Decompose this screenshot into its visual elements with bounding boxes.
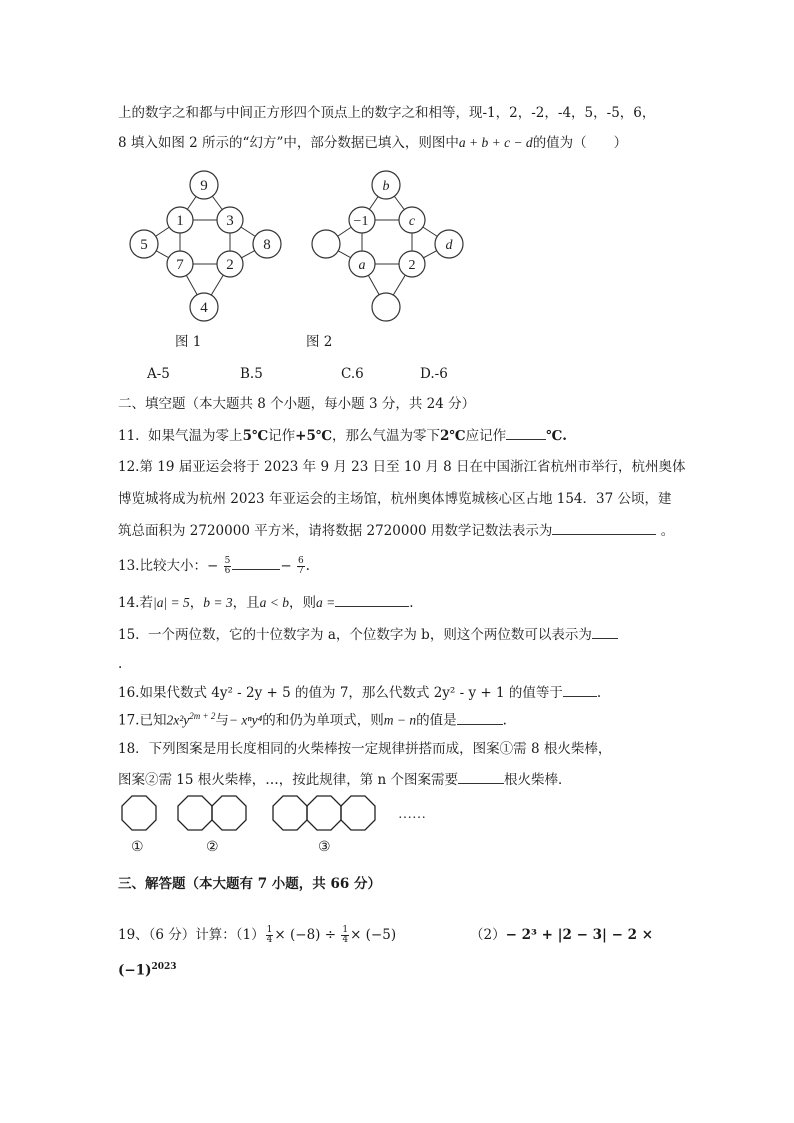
question-17 xyxy=(118,707,507,730)
q14-text: ，则 xyxy=(289,595,317,611)
q17-text: 17.已知 xyxy=(118,712,167,729)
numerator: 5 xyxy=(224,556,231,566)
question-12-line-2 xyxy=(118,490,671,508)
q19-text: （2） xyxy=(470,927,506,943)
ellipsis: …… xyxy=(398,807,426,822)
numerator: 1 xyxy=(342,925,349,935)
option-c-text: C.6 xyxy=(341,366,364,382)
q11-text: 应记作 xyxy=(465,428,507,444)
fig2-node: a xyxy=(358,258,366,273)
intro-text-2b: 的值为（ ） xyxy=(532,135,628,151)
fig1-node: 9 xyxy=(200,178,208,194)
q12-text: 。 xyxy=(656,523,675,539)
pattern-label-1: ① xyxy=(131,840,144,855)
question-19-part-2 xyxy=(470,926,653,944)
option-a xyxy=(147,365,170,383)
answer-blank[interactable] xyxy=(506,425,546,440)
period: . xyxy=(409,595,414,611)
question-16 xyxy=(118,682,601,702)
question-14 xyxy=(118,592,414,612)
q17-term: 2x²y xyxy=(166,712,190,728)
q17-term: − xⁿy⁴ xyxy=(228,712,263,728)
fig1-node: 1 xyxy=(176,213,184,229)
period: . xyxy=(305,558,310,574)
option-a-text: A-5 xyxy=(147,366,170,382)
q17-text: 的和仍为单项式，则 xyxy=(262,712,384,729)
fig1-node: 5 xyxy=(140,237,148,253)
answer-blank[interactable] xyxy=(457,710,503,725)
q17-text: . xyxy=(502,712,507,729)
q14-expr: a = xyxy=(316,595,336,610)
fraction xyxy=(224,557,232,576)
fig1-node: 4 xyxy=(200,300,208,316)
q19-expr: × (−5) xyxy=(350,927,397,943)
fig2-node: d xyxy=(445,238,453,253)
fig2-node: b xyxy=(382,179,390,194)
pattern-label-3: ③ xyxy=(318,840,331,855)
q11-text: 11. 如果气温为零上 xyxy=(118,428,243,444)
q17-text: 的值是 xyxy=(416,712,457,729)
denominator: 7 xyxy=(297,566,304,576)
q15-text: . xyxy=(118,656,123,672)
q17-text: 与 xyxy=(215,712,229,729)
section-3-text: 三、解答题（本大题有 7 小题，共 66 分） xyxy=(118,876,381,892)
option-d xyxy=(420,365,448,383)
intro-line-1 xyxy=(118,104,655,122)
denominator: 6 xyxy=(224,566,231,576)
q17-exponent: 2m + 2 xyxy=(189,711,216,721)
figure-1-diagram xyxy=(118,165,298,325)
q14-expr: a < b xyxy=(259,595,290,610)
minus-sign: − xyxy=(280,558,296,574)
option-d-text: D.-6 xyxy=(420,366,448,382)
numerator: 1 xyxy=(266,925,273,935)
q19-expr: (−1) xyxy=(118,962,152,979)
figure-2-caption xyxy=(306,333,332,351)
fraction xyxy=(266,926,274,945)
q16-text: 16.如果代数式 4y² - 2y + 5 的值为 7，那么代数式 2y² - y + 1 的值等于 xyxy=(118,685,563,701)
q14-text: ，且 xyxy=(232,595,260,611)
option-c xyxy=(341,365,364,383)
numerator: 6 xyxy=(297,556,304,566)
q18-text: 图案②需 15 根火柴棒，…，按此规律，第 n 个图案需要 xyxy=(118,772,459,788)
intro-expression: a + b + c − d xyxy=(458,135,533,150)
answer-blank[interactable] xyxy=(563,682,597,697)
fig2-node: −1 xyxy=(353,214,369,229)
question-12-line-3 xyxy=(118,520,674,540)
caption-2: 图 2 xyxy=(306,334,333,350)
q14-text: 14.若 xyxy=(118,595,153,611)
q13-text: 13.比较大小： xyxy=(118,558,207,574)
question-15-line-1 xyxy=(118,624,618,644)
answer-blank[interactable] xyxy=(552,520,656,535)
section-2-text: 二、填空题（本大题共 8 个小题，每小题 3 分，共 24 分） xyxy=(118,396,476,412)
fig1-node: 8 xyxy=(263,237,271,253)
q11-temp-c: 2℃ xyxy=(440,428,466,444)
answer-blank[interactable] xyxy=(458,769,504,784)
option-b-text: B.5 xyxy=(240,366,263,382)
intro-text-2a: 8 填入如图 2 所示的“幻方”中，部分数据已填入，则图中 xyxy=(118,135,459,151)
caption-1: 图 1 xyxy=(175,334,202,350)
q19-text: 19、（6 分）计算：（1） xyxy=(118,927,265,943)
fig2-node: 2 xyxy=(408,258,416,273)
answer-blank[interactable] xyxy=(335,592,409,607)
q18-text: 根火柴棒． xyxy=(504,772,572,788)
question-18-line-2 xyxy=(118,769,572,789)
question-19-line-1 xyxy=(118,926,396,945)
q14-expr: b = 3 xyxy=(203,595,233,610)
question-18-line-1 xyxy=(118,740,611,758)
question-13 xyxy=(118,555,310,576)
question-15-line-2 xyxy=(118,655,122,673)
q11-text: ，那么气温为零下 xyxy=(332,428,441,444)
q19-expr: − 2³ + |2 − 3| − 2 × xyxy=(505,927,654,943)
q11-text: 记作 xyxy=(268,428,296,444)
section-2-heading xyxy=(118,395,475,413)
q18-text: 18．下列图案是用长度相同的火柴棒按一定规律拼搭而成，图案①需 8 根火柴棒， xyxy=(118,741,612,757)
q11-unit: ℃. xyxy=(546,428,567,444)
intro-line-2 xyxy=(118,134,627,152)
answer-blank[interactable] xyxy=(232,555,280,570)
fraction xyxy=(341,926,349,945)
pattern-label-2: ② xyxy=(206,840,219,855)
question-12-line-1 xyxy=(118,458,686,476)
q19-expr: × (−8) ÷ xyxy=(274,927,341,943)
intro-text-1: 上的数字之和都与中间正方形四个顶点上的数字之和相等，现-1，2，-2，-4，5，-5，6， xyxy=(118,105,656,121)
q11-temp-a: 5℃ xyxy=(242,428,269,444)
q11-temp-b: +5℃ xyxy=(295,428,333,444)
fraction xyxy=(297,557,305,576)
q17-expr: m − n xyxy=(383,712,417,728)
q14-expr: |a| = 5 xyxy=(152,595,190,610)
q19-exponent: 2023 xyxy=(151,962,177,972)
section-3-heading xyxy=(118,875,381,893)
figure-1-caption xyxy=(175,333,201,351)
q16-text: . xyxy=(596,685,602,701)
answer-blank[interactable] xyxy=(592,624,618,639)
denominator: 4 xyxy=(342,935,349,945)
question-11 xyxy=(118,425,567,445)
denominator: 4 xyxy=(266,935,273,945)
q14-text: ， xyxy=(189,595,204,611)
q12-text: 12.第 19 届亚运会将于 2023 年 9 月 23 日至 10 月 8 日在中国浙江省杭州市举行，杭州奥体 xyxy=(118,459,686,475)
q12-text: 博览城将成为杭州 2023 年亚运会的主场馆，杭州奥体博览城核心区占地 154．37 公顷，建 xyxy=(118,491,672,507)
option-b xyxy=(240,365,263,383)
question-19-line-2 xyxy=(118,958,177,980)
minus-sign: − xyxy=(206,558,223,574)
fig2-node: c xyxy=(408,214,416,229)
figure-2-diagram xyxy=(300,165,480,325)
q12-text: 筑总面积为 2720000 平方米，请将数据 2720000 用数学记数法表示为 xyxy=(118,523,553,539)
fig1-node: 2 xyxy=(226,257,234,273)
octagon-pattern-figure xyxy=(118,794,438,856)
q15-text: 15. 一个两位数，它的十位数字为 a，个位数字为 b，则这个两位数可以表示为 xyxy=(118,627,592,643)
fig1-node: 3 xyxy=(226,213,234,229)
fig1-node: 7 xyxy=(176,257,184,273)
